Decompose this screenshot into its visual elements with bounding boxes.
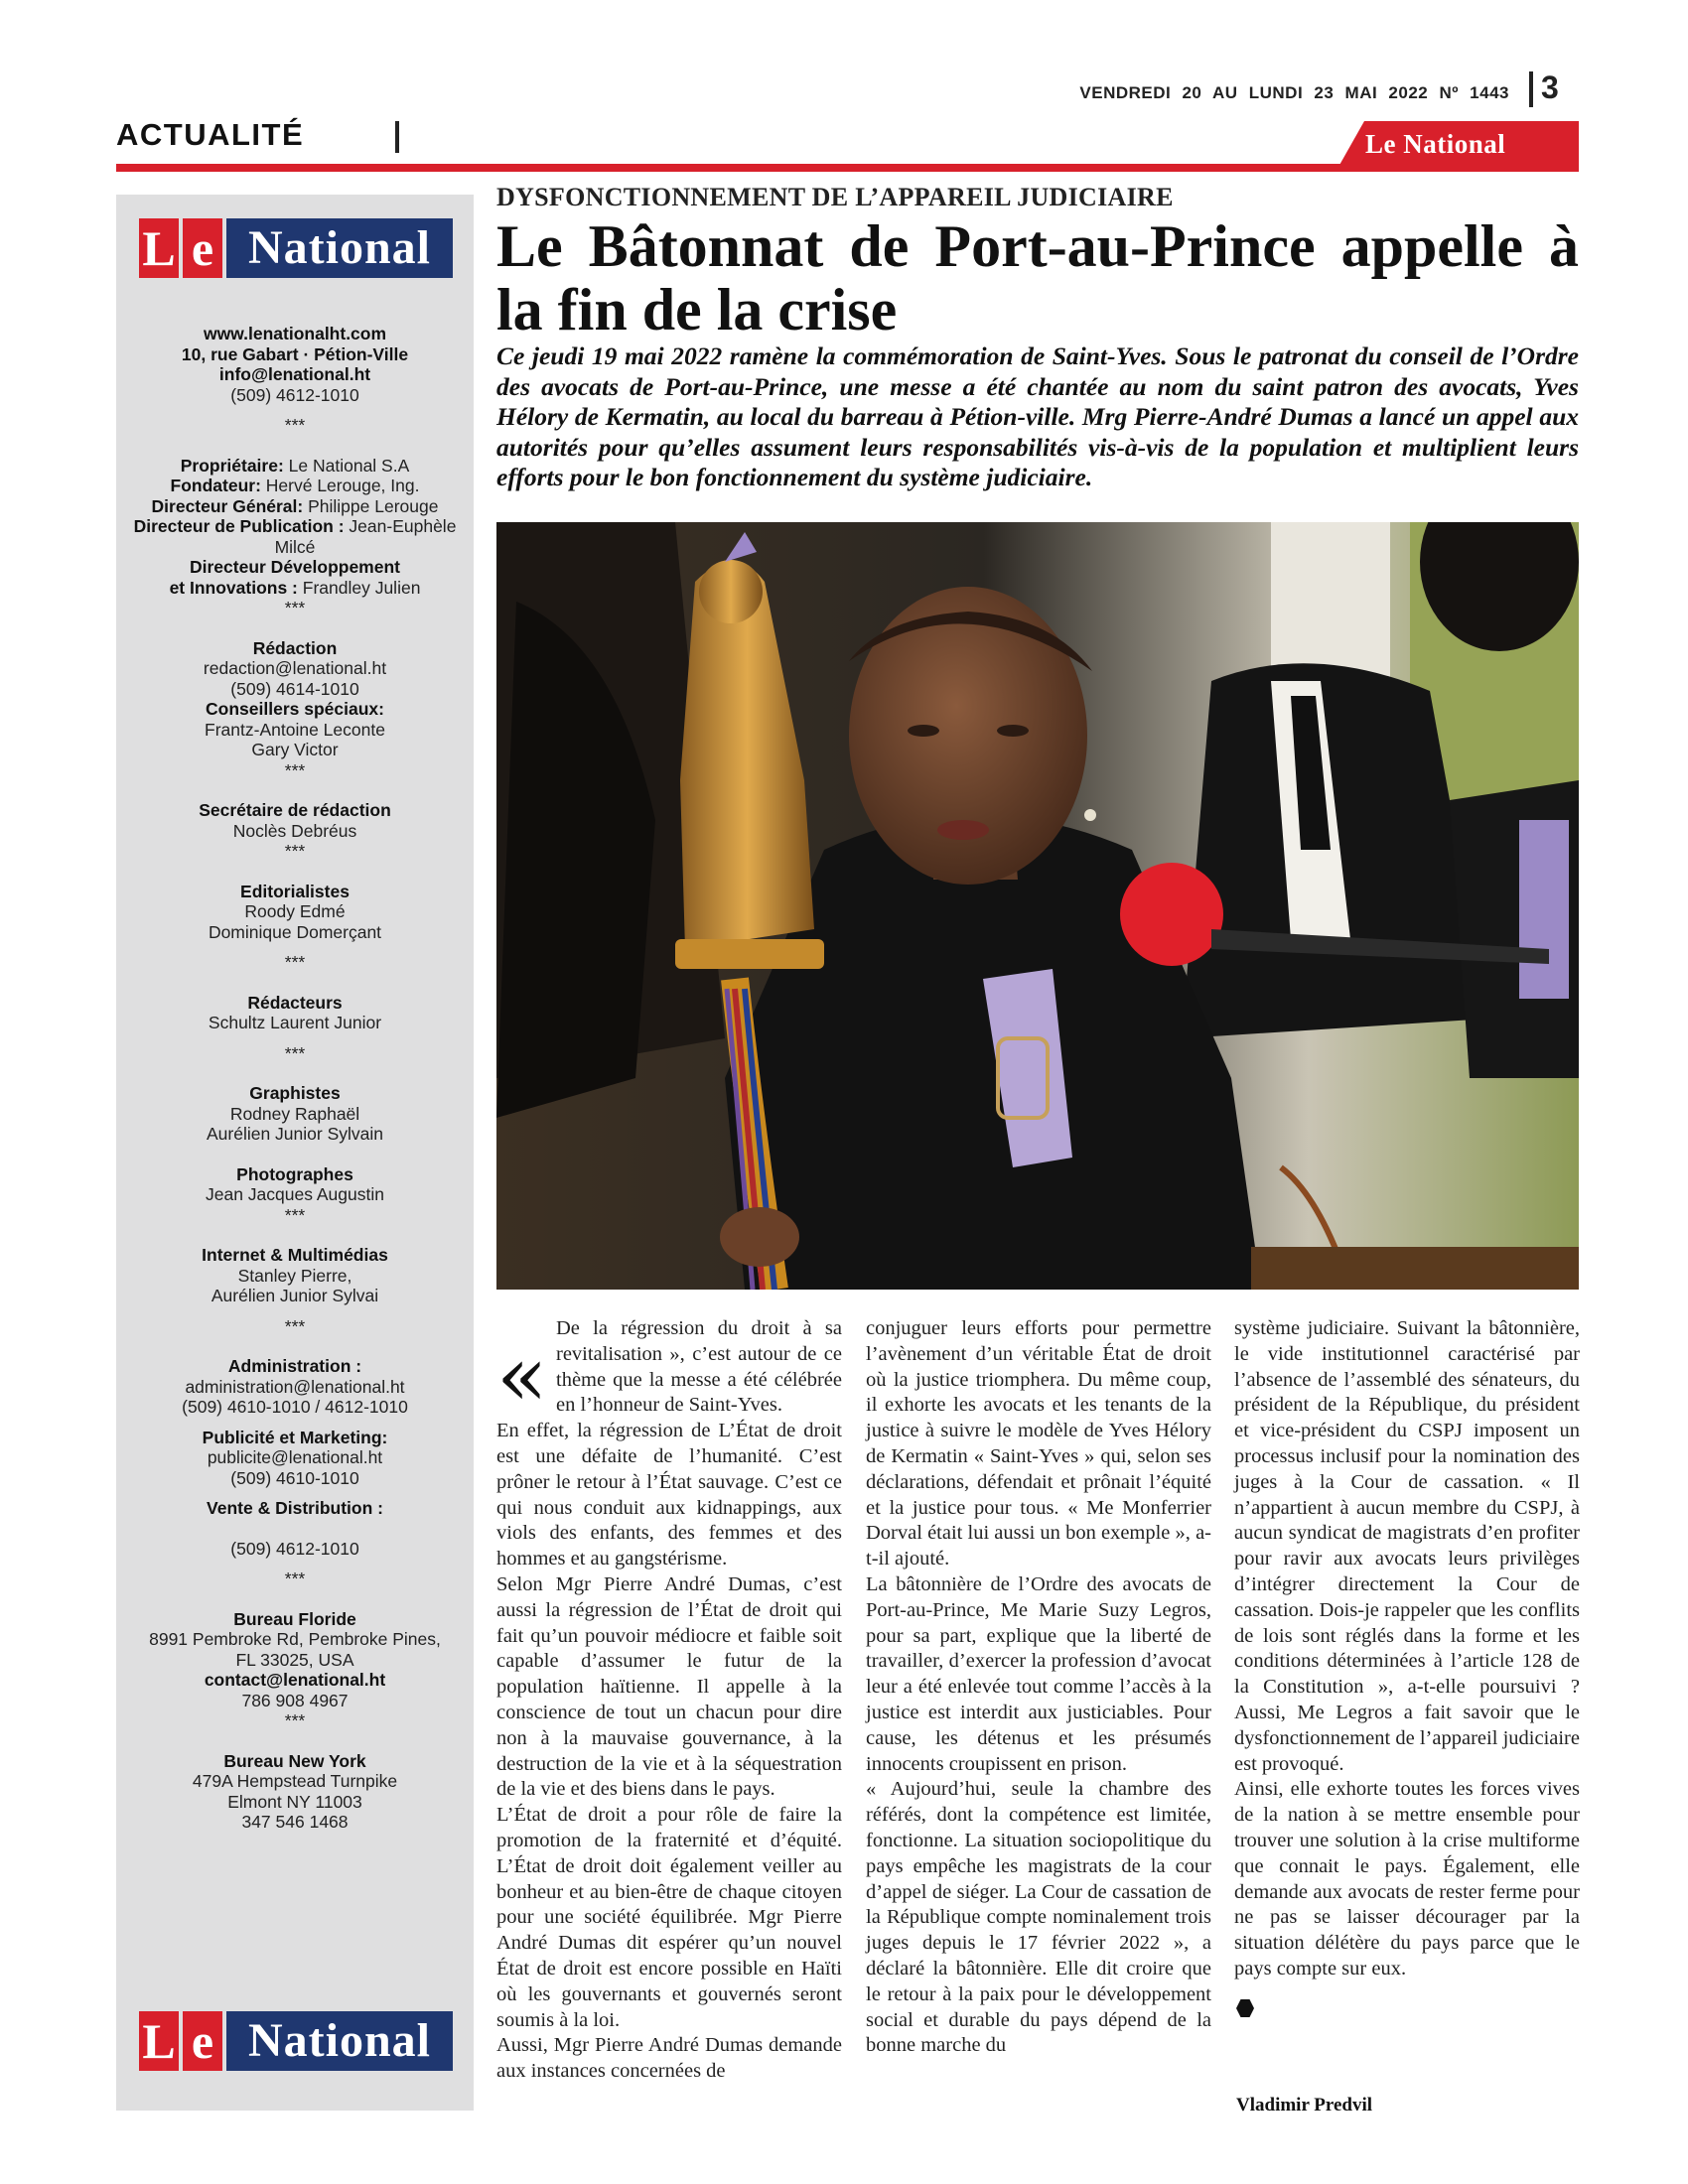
dg-value: Philippe Lerouge [308, 495, 439, 516]
proprietaire-value: Le National S.A [288, 455, 410, 476]
floride-address-1: 8991 Pembroke Rd, Pembroke Pines, [149, 1629, 441, 1649]
masthead-address: 10, rue Gabart · Pétion-Ville [181, 343, 409, 364]
editorialiste-2: Dominique Domerçant [208, 921, 382, 942]
redaction-phone: (509) 4614-1010 [230, 678, 359, 699]
separator: *** [284, 1042, 306, 1063]
secretaire-value: Noclès Debréus [232, 820, 357, 841]
dg-label: Directeur Général: [151, 495, 304, 516]
redacteurs-label: Rédacteurs [247, 992, 343, 1013]
ny-address-1: 479A Hempstead Turnpike [192, 1771, 398, 1791]
opening-quote-mark: « [496, 1327, 548, 1425]
internet-label: Internet & Multimédias [202, 1245, 388, 1265]
ny-address-2: Elmont NY 11003 [227, 1791, 362, 1812]
fondateur-value: Hervé Lerouge, Ing. [265, 476, 420, 495]
article-column-1 [496, 1316, 842, 2085]
masthead-website: www.lenationalht.com [203, 324, 387, 343]
graphistes-label: Graphistes [249, 1083, 341, 1103]
header-brand-text: Le National [1365, 129, 1506, 159]
pub-email: publicite@lenational.ht [207, 1447, 383, 1467]
conseiller-1: Frantz-Antoine Leconte [205, 719, 385, 740]
separator: *** [284, 1569, 306, 1588]
secretaire-label: Secrétaire de rédaction [199, 800, 391, 820]
floride-email: contact@lenational.ht [204, 1670, 386, 1690]
editorialiste-1: Roody Edmé [244, 901, 346, 921]
col2-paragraph-1: conjuguer leurs efforts pour permettre l’avènement d’un véritable État de droit où la justice triomphera. Du même coup, il exhorte les avocats et les tenants de la justice à suivre le modèle de Yves Hélory de Kermatin « Saint-Yves » qui, selon ses déclarations, défendait et prônait l’équité et la justice pour tous. « Me Monferrier Dorval était lui aussi un bon exemple », a-t-il ajouté. [866, 1317, 1211, 1570]
pub-label: Publicité et Marketing: [202, 1427, 388, 1447]
logo-name: National [226, 218, 453, 278]
masthead-email: info@lenational.ht [218, 364, 371, 384]
dev-label-2: et Innovations : [169, 577, 298, 598]
logo-letter-l: L [139, 2011, 179, 2071]
ny-label: Bureau New York [223, 1750, 366, 1771]
section-title: ACTUALITÉ [116, 117, 305, 152]
masthead-phone: (509) 4612-1010 [230, 384, 359, 405]
dev-value: Frandley Julien [302, 577, 421, 598]
section-divider [395, 121, 399, 153]
vente-label: Vente & Distribution : [207, 1498, 383, 1518]
editorialistes-label: Editorialistes [240, 881, 350, 901]
col1-paragraph-1: En effet, la régression de L’État de droit est une défaite de l’humanité. C’est prôner le retour à l’État sauvage. C’est ce qui nous conduit aux kidnappings, aux viols des enfants, des femmes et des hommes et au gangstérisme. [496, 1420, 842, 1570]
article-byline: Vladimir Predvil [1236, 2095, 1373, 2116]
article-column-3 [1234, 1316, 1580, 1982]
proprietaire-label: Propriétaire: [180, 455, 284, 476]
article-lede: Ce jeudi 19 mai 2022 ramène la commémoration de Saint-Yves. Sous le patronat du conseil de l’Ordre des avocats de Port-au-Prince, une messe a été chantée au nom du saint patron des avocats, Yves Hélory de Kermatin, au local du barreau à Pétion-ville. Mrg Pierre-André Dumas a lancé un appel aux autorités pour qu’elles assument leurs responsabilités vis-à-vis de la population et multiplient leurs efforts pour le bon fonctionnement du système judiciaire. [496, 341, 1579, 491]
col1-paragraph-2: Selon Mgr Pierre André Dumas, c’est aussi la régression de l’État de droit qui fait qu’un pouvoir médiocre et faible soit capable d’assumer le futur de la population haïtienne. Il appelle à la conscience de tout un chacun pour dire non à la mauvaise gouvernance, à la destruction de la vie et à la séquestration de la vie et des biens dans le pays. [496, 1572, 842, 1801]
photographe-1: Jean Jacques Augustin [206, 1184, 384, 1204]
graphiste-1: Rodney Raphaël [229, 1103, 360, 1124]
logo-top [139, 218, 453, 278]
col1-paragraph-3: L’État de droit a pour rôle de faire la promotion de la fraternité et d’équité. L’État de droit doit également veiller au bonheur et au bien-être de chaque citoyen pour une société équilibrée. Mgr Pierre André Dumas dit espérer qu’un nouvel État de droit est encore possible en Haïti où les gouvernants et gouvernés seront soumis à la loi. [496, 1804, 842, 2031]
redaction-label: Rédaction [252, 637, 338, 658]
col3-paragraph-2: Ainsi, elle exhorte toutes les forces vives de la nation à se mettre ensemble pour trouver une solution à la crise multiforme que connait le pays. Également, elle demande aux avocats de rester ferme pour ne pas se laisser décourager par la situation délétère du pays parce que le pays compte sur eux. [1234, 1778, 1580, 1979]
col2-paragraph-3: « Aujourd’hui, seule la chambre des référés, dont la compétence est limitée, fonctionne. La situation sociopolitique du pays empêche les magistrats de la cour d’appel de siéger. La Cour de cassation de la République compte nominalement trois juges depuis le 17 février 2022 », a déclaré la bâtonnière. Elle dit croire que le retour à la paix pour le développement social et durable du pays dépend de la bonne marche du [866, 1778, 1211, 2057]
floride-phone: 786 908 4967 [241, 1690, 349, 1710]
separator: *** [284, 759, 306, 780]
article-column-2 [866, 1316, 1211, 2059]
article-end-mark-icon [1236, 1999, 1254, 2017]
admin-email: administration@lenational.ht [185, 1376, 405, 1397]
admin-phone: (509) 4610-1010 / 4612-1010 [182, 1397, 408, 1417]
pub-phone: (509) 4610-1010 [230, 1467, 359, 1488]
logo-letter-l: L [139, 218, 179, 278]
admin-label: Administration : [227, 1356, 362, 1376]
logo-letter-e: e [183, 2011, 222, 2071]
redacteur-1: Schultz Laurent Junior [208, 1013, 382, 1032]
dev-label-1: Directeur Développement [189, 557, 400, 577]
issue-date-line: VENDREDI 20 AU LUNDI 23 MAI 2022 Nº 1443 [1079, 83, 1509, 102]
internet-1: Stanley Pierre, [237, 1265, 352, 1286]
col2-paragraph-2: La bâtonnière de l’Ordre des avocats de Port-au-Prince, Me Marie Suzy Legros, pour sa part, explique que la liberté de travailler, d’exercer la profession d’avocat leur a été enlevée tout comme l’accès à la justice est interdit aux justiciables. Pour cause, les détenus et les présumés innocents croupissent en prison. [866, 1572, 1211, 1775]
speaker-photo-illustration [496, 522, 1579, 1290]
dp-value: Jean-Euphèle Milcé [274, 516, 457, 557]
logo-name: National [226, 2011, 453, 2071]
article-photo [496, 522, 1579, 1290]
vente-phone: (509) 4612-1010 [230, 1538, 359, 1559]
conseillers-label: Conseillers spéciaux: [206, 699, 384, 719]
floride-label: Bureau Floride [233, 1608, 356, 1629]
separator: *** [284, 1710, 306, 1730]
header-rule [116, 164, 1579, 172]
page-number: 3 [1541, 69, 1559, 105]
conseiller-2: Gary Victor [251, 740, 339, 759]
dp-label: Directeur de Publication : [133, 516, 345, 536]
article-kicker: DYSFONCTIONNEMENT DE L’APPAREIL JUDICIAIRE [496, 183, 1174, 211]
photographes-label: Photographes [236, 1163, 353, 1184]
separator: *** [284, 415, 306, 435]
page-number-divider [1529, 71, 1533, 107]
redaction-email: redaction@lenational.ht [203, 658, 387, 678]
logo-letter-e: e [183, 218, 222, 278]
fondateur-label: Fondateur: [170, 476, 261, 495]
separator: *** [284, 952, 306, 972]
col1-lead-paragraph: De la régression du droit à sa revitalisation », c’est autour de ce thème que la messe a été célébrée en l’honneur de Saint-Yves. [556, 1317, 842, 1417]
col1-paragraph-4: Aussi, Mgr Pierre André Dumas demande aux instances concernées de [496, 2034, 842, 2083]
article-headline: Le Bâtonnat de Port-au-Prince appelle à la fin de la crise [496, 213, 1579, 342]
separator: *** [284, 1204, 306, 1225]
separator: *** [284, 841, 306, 861]
separator: *** [284, 1315, 306, 1336]
masthead-credits [119, 324, 471, 1833]
logo-bottom [139, 2011, 453, 2071]
ny-phone: 347 546 1468 [241, 1812, 349, 1832]
col3-paragraph-1: système judiciaire. Suivant la bâtonnière, le vide institutionnel caractérisé par l’absence de l’assemblé des sénateurs, du président de la République, du président et vice-président du CSPJ imposent un processus inclusif pour la nomination des juges à la Cour de cassation. « Il n’appartient à aucun membre du CSPJ, à aucun syndicat de magistrats d’en profiter pour ravir aux avocats leurs privilèges d’intégrer directement la Cour de cassation. Dois-je rappeler que les conflits de lois sont réglés dans la forme et les conditions déterminées à l’article 128 de la Constitution », a-t-elle poursuivi ? Aussi, Me Legros a fait savoir que le dysfonctionnement de l’appareil judiciaire est provoqué. [1234, 1317, 1580, 1775]
separator: *** [284, 598, 306, 617]
internet-2: Aurélien Junior Sylvai [211, 1286, 379, 1305]
graphiste-2: Aurélien Junior Sylvain [206, 1124, 383, 1144]
floride-address-2: FL 33025, USA [235, 1649, 354, 1670]
